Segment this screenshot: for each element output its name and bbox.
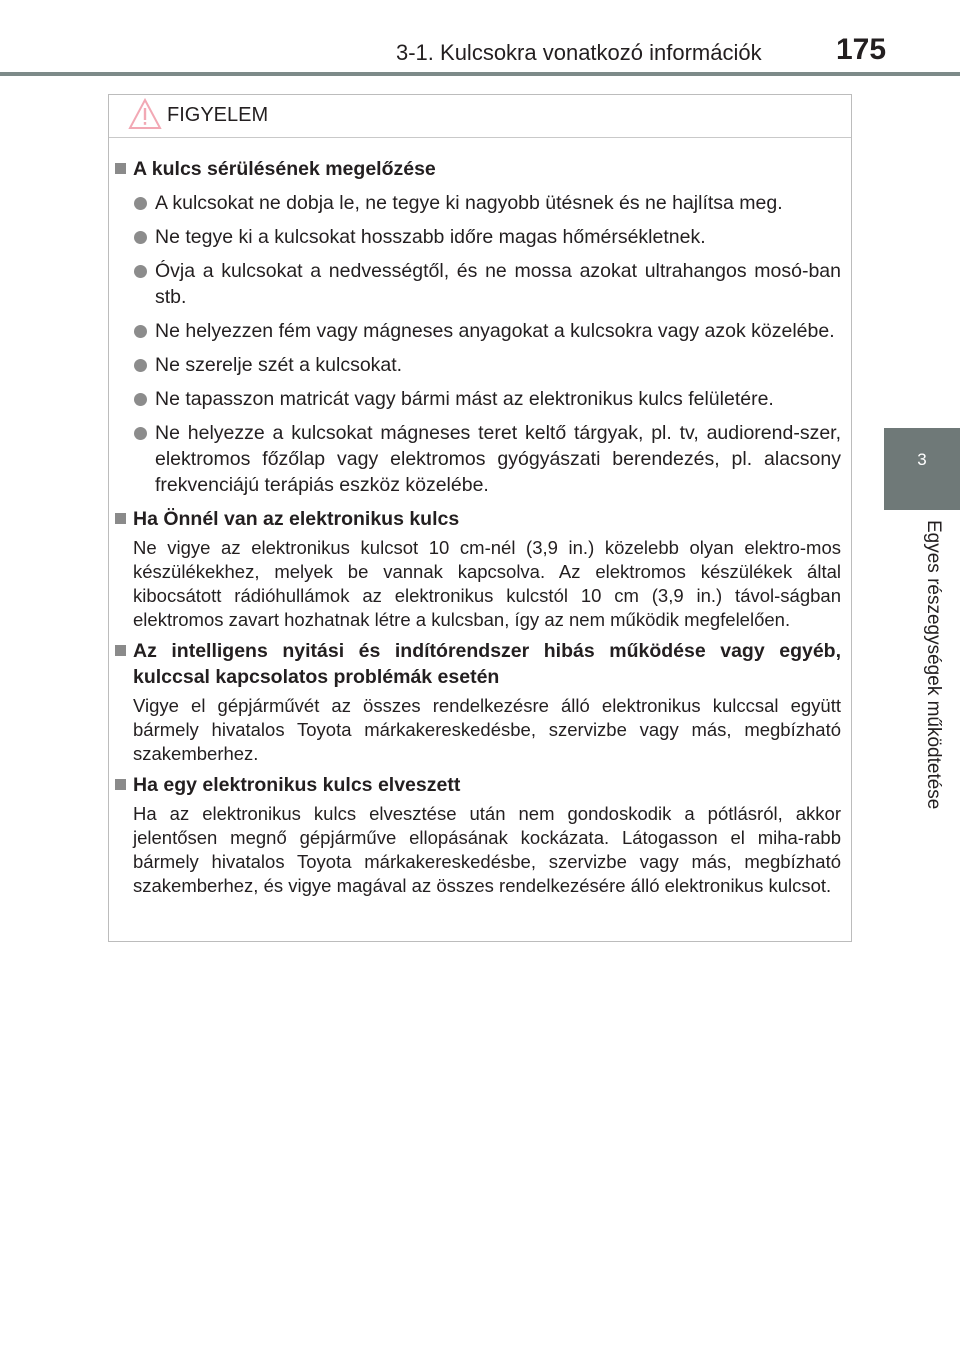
header-rule: [0, 72, 960, 76]
section-title: [115, 638, 841, 690]
section-paragraph: Vigye el gépjárművét az összes rendelkezésre álló elektronikus kulccsal együtt bármely hivatalos Toyota márkakereskedésbe, szervizbe vagy más, megbízható szakemberhez.: [133, 695, 841, 764]
section-paragraph: Ha az elektronikus kulcs elvesztése után nem gondoskodik a pótlásról, akkor jelentősen megnő gépjárműve ellopásának kockázata. Látogasson el miha-rabb bármely hivatalos Toyota márkakereskedésbe, szervizbe vagy más, megbízható szakemberhez, és vigye magával az összes rendelkezésére álló elektronikus kulcsot.: [133, 803, 841, 896]
header-section-title: 3-1. Kulcsokra vonatkozó információk: [396, 40, 762, 65]
section-title-text: A kulcs sérülésének megelőzése: [133, 158, 436, 180]
section-title-text: Az intelligens nyitási és indítórendszer hibás működése vagy egyéb, kulccsal kapcsolatos problémák esetén: [133, 640, 841, 688]
section-title: [115, 156, 841, 182]
circle-bullet-icon: [134, 325, 147, 338]
list-item: [115, 190, 841, 216]
list-item-text: A kulcsokat ne dobja le, ne tegye ki nagyobb ütésnek és ne hajlítsa meg.: [155, 192, 783, 214]
warning-box: [108, 94, 852, 942]
circle-bullet-icon: [134, 393, 147, 406]
warning-body: [109, 138, 851, 898]
list-item-text: Ne tegye ki a kulcsokat hosszabb időre magas hőmérsékletnek.: [155, 226, 706, 248]
square-bullet-icon: [115, 513, 126, 524]
list-item-text: Ne helyezzen fém vagy mágneses anyagokat a kulcsokra vagy azok közelébe.: [155, 320, 835, 342]
list-item: [115, 258, 841, 310]
chapter-tab: [884, 428, 960, 510]
chapter-label: Egyes részegységek működtetése: [923, 520, 944, 810]
list-item: [115, 420, 841, 498]
section-title-text: Ha egy elektronikus kulcs elveszett: [133, 774, 461, 796]
warning-label: FIGYELEM: [167, 104, 269, 126]
warning-triangle-icon: [127, 97, 163, 136]
section-paragraph: Ne vigye az elektronikus kulcsot 10 cm-nél (3,9 in.) közelebb olyan elektro-mos készülékekhez, melyek be vannak kapcsolva. Az elektromos készülékek által kibocsátott rádióhullámok az elektronikus kulcstól 10 cm (3,9 in.) távol-ságban elektromos zavart hozhatnak létre a kulcsban, így az nem működik megfelelően.: [133, 537, 841, 630]
square-bullet-icon: [115, 645, 126, 656]
circle-bullet-icon: [134, 231, 147, 244]
square-bullet-icon: [115, 779, 126, 790]
circle-bullet-icon: [134, 197, 147, 210]
warning-header: [109, 95, 851, 138]
list-item-text: Óvja a kulcsokat a nedvességtől, és ne mossa azokat ultrahangos mosó-ban stb.: [155, 260, 841, 308]
section-title-text: Ha Önnél van az elektronikus kulcs: [133, 508, 460, 530]
circle-bullet-icon: [134, 265, 147, 278]
page-number: 175: [836, 33, 887, 66]
section-title: [115, 772, 841, 798]
circle-bullet-icon: [134, 359, 147, 372]
chapter-number: 3: [917, 450, 927, 469]
list-item: [115, 318, 841, 344]
square-bullet-icon: [115, 163, 126, 174]
circle-bullet-icon: [134, 427, 147, 440]
list-item: [115, 386, 841, 412]
section-title: [115, 506, 841, 532]
list-item-text: Ne szerelje szét a kulcsokat.: [155, 354, 403, 376]
list-item: [115, 224, 841, 250]
list-item-text: Ne helyezze a kulcsokat mágneses teret keltő tárgyak, pl. tv, audiorend-szer, elektromos főzőlap vagy elektromos gyógyászati berendezés, pl. alacsony frekvenciájú terápiás eszköz közelébe.: [155, 422, 841, 496]
list-item-text: Ne tapasszon matricát vagy bármi mást az elektronikus kulcs felületére.: [155, 388, 774, 410]
list-item: [115, 352, 841, 378]
